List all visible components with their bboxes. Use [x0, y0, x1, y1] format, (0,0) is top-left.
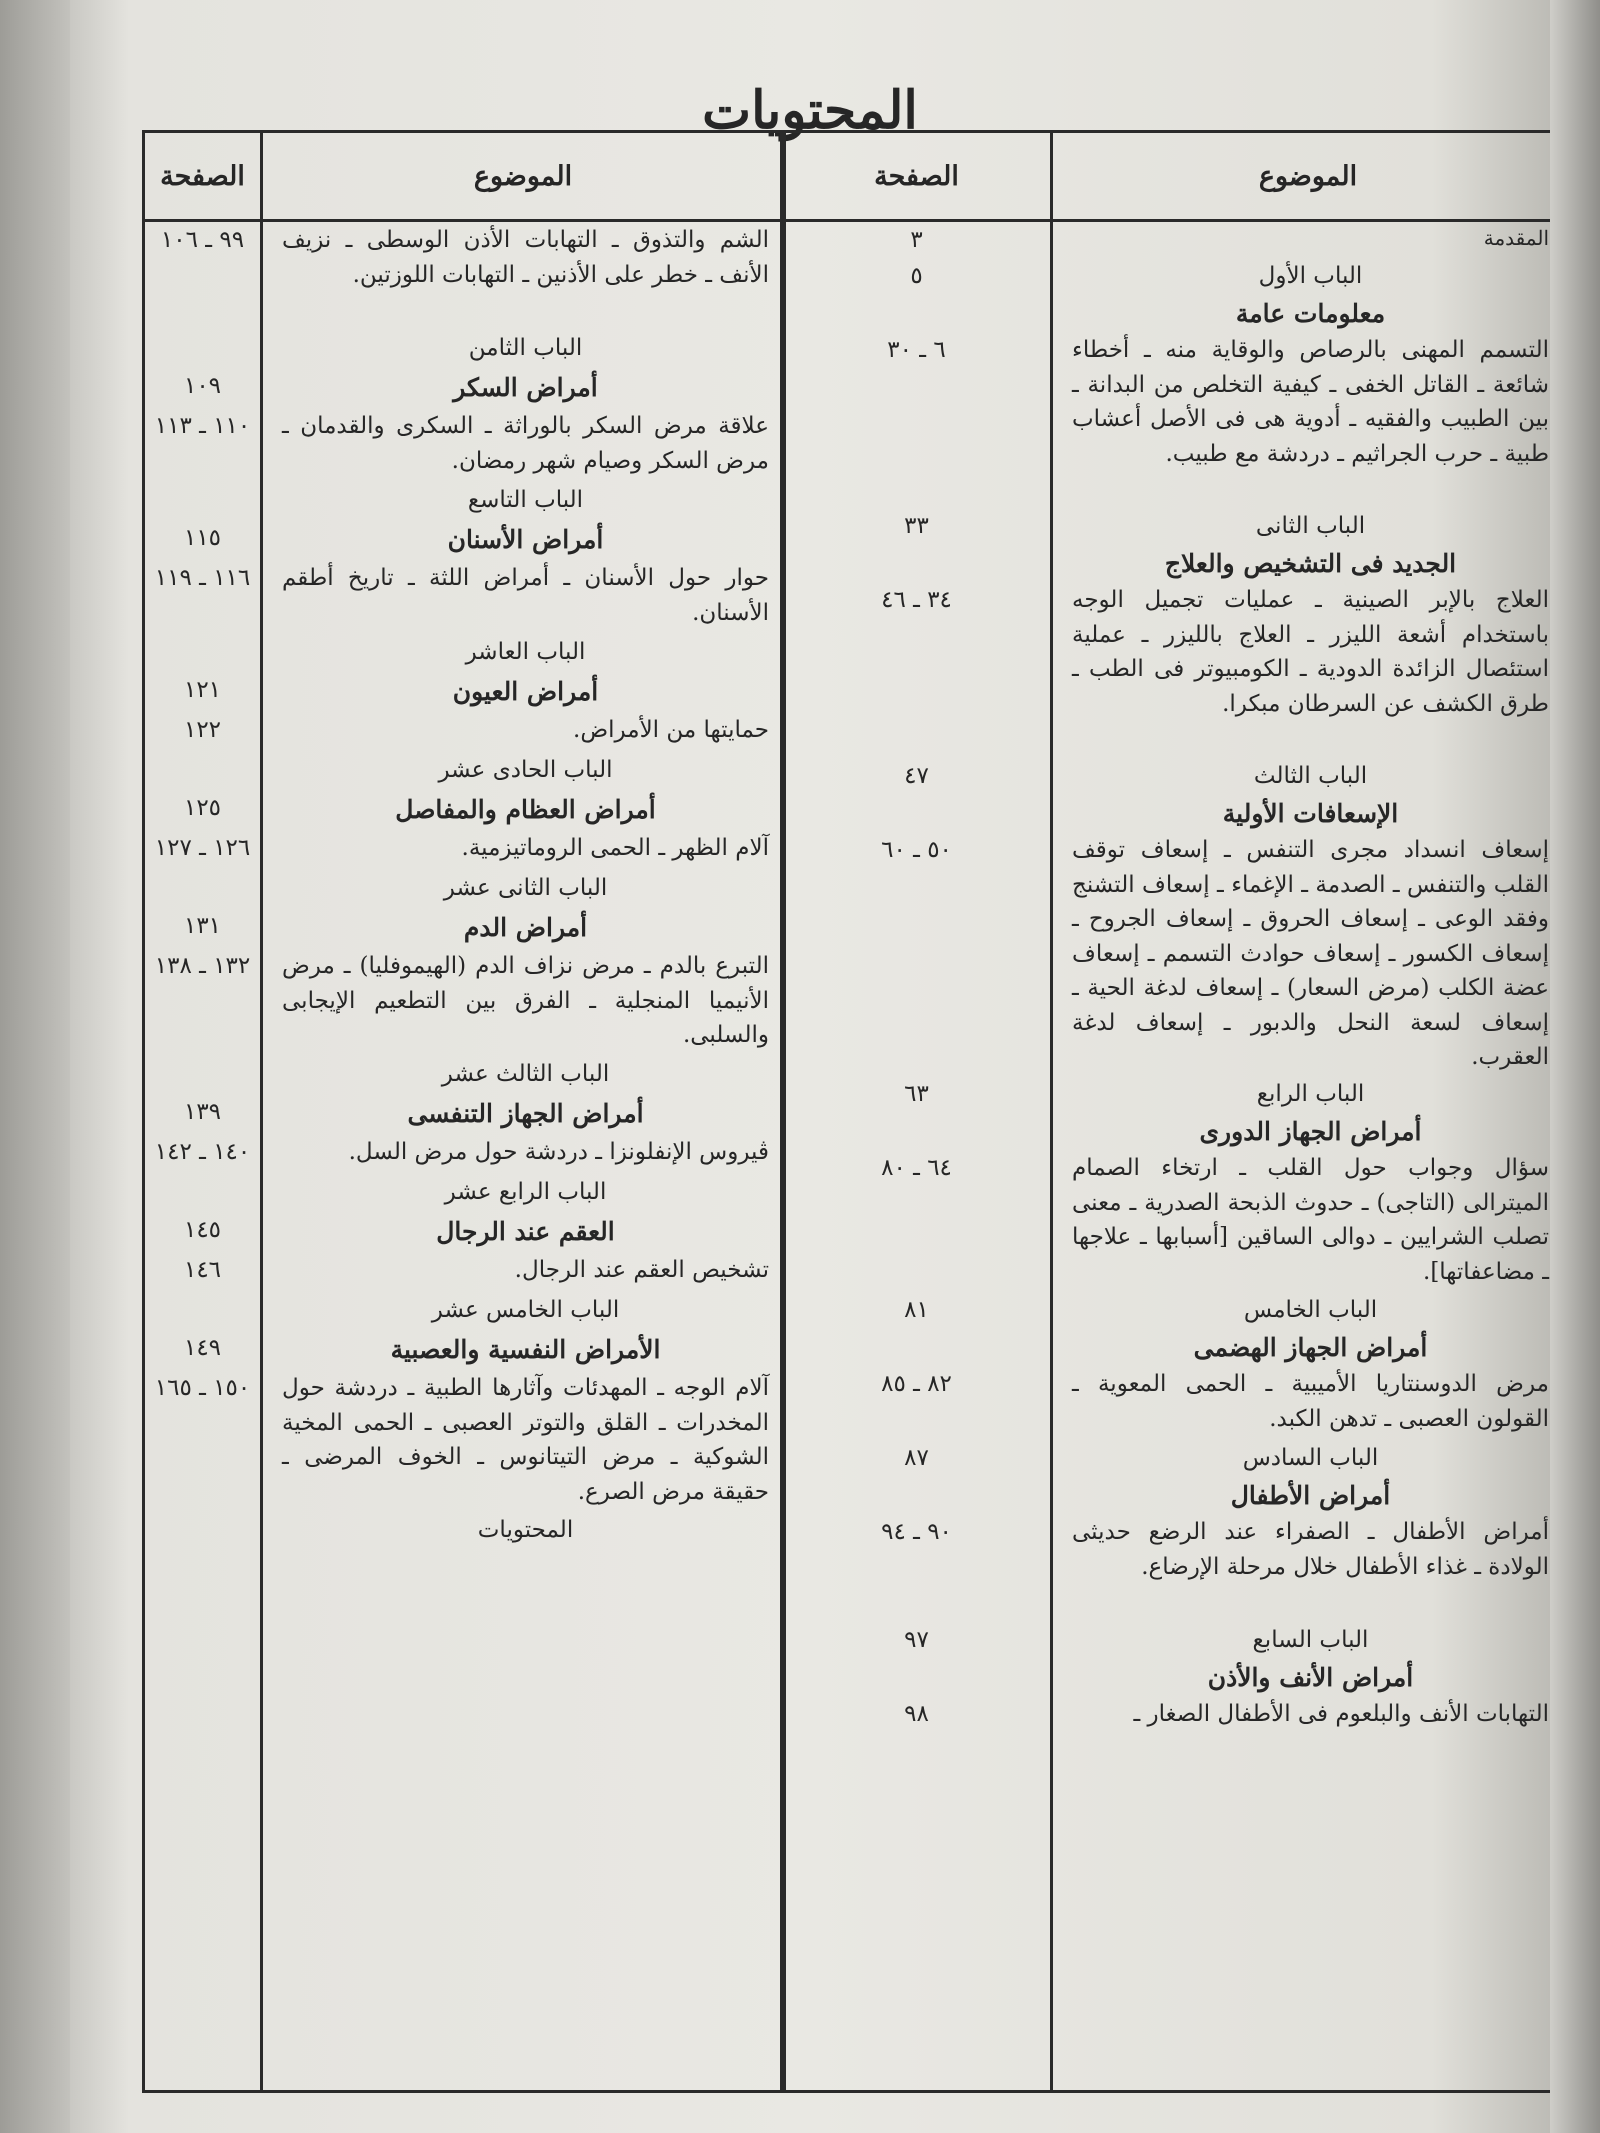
- topic-header-left: الموضوع: [263, 133, 783, 222]
- toc-entry: [145, 521, 783, 561]
- toc-entry-page: ٩٠ ـ ٩٤: [881, 1519, 952, 1545]
- toc-entry: [145, 909, 783, 949]
- toc-entry-section: الباب الأول: [1258, 263, 1363, 289]
- toc-entry-text: تشخيص العقم عند الرجال.: [514, 1257, 769, 1283]
- toc-entry-heading: أمراض العيون: [452, 677, 599, 706]
- toc-entry-page: ٦٣: [904, 1081, 929, 1107]
- toc-entry-text: حوار حول الأسنان ـ أمراض اللثة ـ تاريخ أطقم الأسنان.: [282, 565, 769, 626]
- toc-entry-section: الباب العاشر: [465, 639, 586, 665]
- toc-entry: [145, 753, 783, 791]
- toc-entry-section: الباب السادس: [1242, 1445, 1379, 1471]
- toc-entry: [783, 545, 1563, 583]
- toc-entry-text: أمراض الأطفال ـ الصفراء عند الرضع حديثى الولادة ـ غذاء الأطفال خلال مرحلة الإرضاع.: [1072, 1519, 1549, 1580]
- toc-entry-page: ١١٦ ـ ١١٩: [154, 565, 251, 591]
- page-header-left: الصفحة: [145, 133, 260, 222]
- toc-entry-heading: أمراض الجهاز الدورى: [1199, 1117, 1422, 1146]
- toc-entry-page: ٩٩ ـ ١٠٦: [160, 227, 245, 253]
- toc-entry: [783, 833, 1563, 1077]
- toc-entry-page: ١٤٥: [183, 1217, 222, 1243]
- toc-entry-page: ٨٢ ـ ٨٥: [881, 1371, 952, 1397]
- toc-entry: [145, 1253, 783, 1293]
- toc-entry: [783, 1697, 1563, 1771]
- toc-entry-page: ٣٤ ـ ٤٦: [881, 587, 952, 613]
- toc-entry-text: آلام الوجه ـ المهدئات وآثارها الطبية ـ دردشة حول المخدرات ـ القلق والتوتر العصبى ـ الحمى المخية الشوكية ـ مرض التيتانوس ـ الخوف المرضى ـ حقيقة مرض الصرع.: [282, 1375, 769, 1505]
- toc-entry: [783, 583, 1563, 759]
- toc-entry-text: التسمم المهنى بالرصاص والوقاية منه ـ أخطاء شائعة ـ القاتل الخفى ـ كيفية التخلص من البدانة ـ بين الطبيب والفقيه ـ أدوية هى فى الأصل أعشاب طبية ـ حرب الجراثيم ـ دردشة مع طبيب.: [1072, 337, 1549, 467]
- toc-entry: [783, 295, 1563, 333]
- toc-entry: [145, 713, 783, 753]
- toc-entry-page: ٣: [910, 227, 923, 253]
- toc-entry-page: ١٢٦ ـ ١٢٧: [154, 835, 251, 861]
- toc-entry-page: ٥٠ ـ ٦٠: [881, 837, 952, 863]
- toc-entry-section: المحتويات: [477, 1517, 574, 1543]
- toc-entry-section: الباب الثانى: [1255, 513, 1366, 539]
- toc-entry: [145, 1331, 783, 1371]
- toc-entry-section: الباب الخامس: [1243, 1297, 1378, 1323]
- toc-entry: [783, 1329, 1563, 1367]
- toc-entry: [783, 333, 1563, 509]
- toc-entry-page: ١٢١: [183, 677, 222, 703]
- toc-entry: [145, 949, 783, 1057]
- toc-entry: [145, 409, 783, 483]
- toc-entry-page: ٥: [910, 263, 923, 289]
- toc-entry: [783, 759, 1563, 795]
- toc-entry-section: الباب الحادى عشر: [438, 757, 613, 783]
- toc-entry-section: الباب الثالث: [1253, 763, 1368, 789]
- toc-entry-page: ٦٤ ـ ٨٠: [881, 1155, 952, 1181]
- toc-entry: [783, 795, 1563, 833]
- toc-entry: [145, 1513, 783, 1551]
- toc-entry: [145, 1175, 783, 1213]
- toc-entry-page: ١٣٢ ـ ١٣٨: [154, 953, 251, 979]
- toc-entry-heading: الإسعافات الأولية: [1222, 799, 1399, 828]
- toc-entry-section: الباب التاسع: [467, 487, 584, 513]
- toc-entry-page: ٣٣: [904, 513, 929, 539]
- toc-entry-section: الباب الثانى عشر: [443, 875, 608, 901]
- toc-entry: [145, 1371, 783, 1513]
- toc-entry-text: التهابات الأنف والبلعوم فى الأطفال الصغار ـ: [1133, 1701, 1549, 1727]
- toc-entry-heading: معلومات عامة: [1235, 299, 1386, 328]
- toc-entry-page: ٩٨: [904, 1701, 929, 1727]
- page-title: المحتويات: [702, 80, 918, 141]
- toc-entry-page: ١٤٩: [183, 1335, 222, 1361]
- toc-entry-page: ١٠٩: [183, 373, 222, 399]
- toc-entry: [783, 1113, 1563, 1151]
- toc-entry-page: ١٢٢: [183, 717, 222, 743]
- toc-entry-page: ١٣٩: [183, 1099, 222, 1125]
- toc-entry-text: إسعاف انسداد مجرى التنفس ـ إسعاف توقف القلب والتنفس ـ الصدمة ـ الإغماء ـ إسعاف التشنج وفقد الوعى ـ إسعاف الحروق ـ إسعاف الجروح ـ إسعاف الكسور ـ إسعاف حوادث التسمم ـ إسعاف عضة الكلب (مرض السعار) ـ إسعاف لدغة الحية ـ إسعاف لسعة النحل والدبور ـ إسعاف لدغة العقرب.: [1072, 837, 1549, 1070]
- toc-entry-text: الشم والتذوق ـ التهابات الأذن الوسطى ـ نزيف الأنف ـ خطر على الأذنين ـ التهابات اللوزتين.: [282, 227, 769, 288]
- toc-entry: [783, 1293, 1563, 1329]
- toc-entry: [783, 1367, 1563, 1441]
- toc-entry: [145, 871, 783, 909]
- toc-entry-page: ١١٥: [183, 525, 222, 551]
- toc-entry: [783, 509, 1563, 545]
- toc-entry: [783, 1151, 1563, 1293]
- book-gutter: [0, 0, 70, 2133]
- toc-table-right: [780, 130, 1566, 2093]
- toc-entry-heading: أمراض الجهاز الهضمى: [1193, 1333, 1428, 1362]
- toc-entry: [783, 1659, 1563, 1697]
- toc-entry-heading: أمراض الأطفال: [1230, 1481, 1391, 1510]
- toc-entry-heading: الجديد فى التشخيص والعلاج: [1164, 549, 1457, 578]
- toc-entry: [783, 1077, 1563, 1113]
- toc-entry-section: الباب الثامن: [468, 335, 583, 361]
- toc-entry-text: علاقة مرض السكر بالوراثة ـ السكرى والقدمان ـ مرض السكر وصيام شهر رمضان.: [282, 413, 769, 474]
- toc-entry: [145, 635, 783, 673]
- toc-entry-page: ٨٧: [904, 1445, 929, 1471]
- toc-entry-heading: الأمراض النفسية والعصبية: [390, 1335, 661, 1364]
- toc-entry-heading: أمراض العظام والمفاصل: [395, 795, 656, 824]
- toc-entry: [145, 831, 783, 871]
- toc-entry-text: ڤيروس الإنفلونزا ـ دردشة حول مرض السل.: [348, 1139, 769, 1165]
- toc-entry: [145, 1057, 783, 1095]
- toc-entry: [145, 561, 783, 635]
- topic-header-right: الموضوع: [1053, 133, 1563, 222]
- toc-entry-intro: المقدمة: [1483, 226, 1549, 250]
- toc-entry-page: ١٤٠ ـ ١٤٢: [154, 1139, 251, 1165]
- toc-entry: [145, 331, 783, 369]
- toc-entry-text: حمايتها من الأمراض.: [573, 717, 769, 743]
- toc-entry: [783, 223, 1563, 259]
- toc-entry-text: التبرع بالدم ـ مرض نزاف الدم (الهيموفليا) ـ مرض الأنيميا المنجلية ـ الفرق بين التطعيم الإيجابى والسلبى.: [282, 953, 769, 1048]
- toc-entry: [145, 483, 783, 521]
- toc-entry-text: سؤال وجواب حول القلب ـ ارتخاء الصمام الميترالى (التاجى) ـ حدوث الذبحة الصدرية ـ معنى تصلب الشرايين ـ دوالى الساقين [أسبابها ـ علاجها ـ مضاعفاتها].: [1072, 1155, 1549, 1285]
- toc-entry: [145, 791, 783, 831]
- toc-entry: [145, 223, 783, 331]
- toc-entry: [145, 1135, 783, 1175]
- toc-entry-heading: العقم عند الرجال: [436, 1217, 615, 1246]
- toc-entry-page: ١٢٥: [183, 795, 222, 821]
- toc-entry: [783, 1515, 1563, 1623]
- toc-entries-left: [145, 223, 783, 2090]
- toc-entry-section: الباب الخامس عشر: [431, 1297, 620, 1323]
- toc-entry: [145, 1213, 783, 1253]
- toc-entry-heading: أمراض الدم: [463, 913, 588, 942]
- toc-entry-section: الباب الثالث عشر: [441, 1061, 610, 1087]
- toc-entry-heading: أمراض الأنف والأذن: [1207, 1663, 1414, 1692]
- toc-entry-section: الباب الرابع عشر: [444, 1179, 607, 1205]
- toc-entry-text: آلام الظهر ـ الحمى الروماتيزمية.: [461, 835, 769, 861]
- toc-entry: [145, 673, 783, 713]
- toc-entry-section: الباب السابع: [1252, 1627, 1369, 1653]
- toc-entry-section: الباب الرابع: [1256, 1081, 1365, 1107]
- toc-entry-heading: أمراض الأسنان: [447, 525, 604, 554]
- toc-entry-text: العلاج بالإبر الصينية ـ عمليات تجميل الوجه باستخدام أشعة الليزر ـ العلاج بالليزر ـ عملية استئصال الزائدة الدودية ـ الكومبيوتر فى الطب ـ طرق الكشف عن السرطان مبكرا.: [1072, 587, 1549, 717]
- toc-entry-page: ٤٧: [904, 763, 929, 789]
- toc-entries-right: [783, 223, 1563, 2090]
- toc-entry-page: ١٤٦: [183, 1257, 222, 1283]
- toc-entry-text: مرض الدوسنتاريا الأميبية ـ الحمى المعوية ـ القولون العصبى ـ تدهن الكبد.: [1072, 1371, 1549, 1432]
- page-edge: [1550, 0, 1600, 2133]
- toc-entry: [783, 1477, 1563, 1515]
- toc-entry-heading: أمراض الجهاز التنفسى: [407, 1099, 644, 1128]
- toc-entry: [783, 1441, 1563, 1477]
- toc-entry: [145, 369, 783, 409]
- toc-entry: [783, 259, 1563, 295]
- toc-entry: [145, 1095, 783, 1135]
- toc-entry: [145, 1293, 783, 1331]
- toc-entry-heading: أمراض السكر: [453, 373, 598, 402]
- toc-table-left: [142, 130, 786, 2093]
- toc-entry-page: ٩٧: [904, 1627, 929, 1653]
- toc-entry-page: ١٥٠ ـ ١٦٥: [154, 1375, 251, 1401]
- toc-entry-page: ١١٠ ـ ١١٣: [154, 413, 251, 439]
- toc-entry-page: ١٣١: [183, 913, 222, 939]
- toc-entry-page: ٦ ـ ٣٠: [887, 337, 946, 363]
- toc-entry: [783, 1623, 1563, 1659]
- page-header-right: الصفحة: [783, 133, 1050, 222]
- book-page: [70, 0, 1550, 2133]
- toc-entry-page: ٨١: [904, 1297, 929, 1323]
